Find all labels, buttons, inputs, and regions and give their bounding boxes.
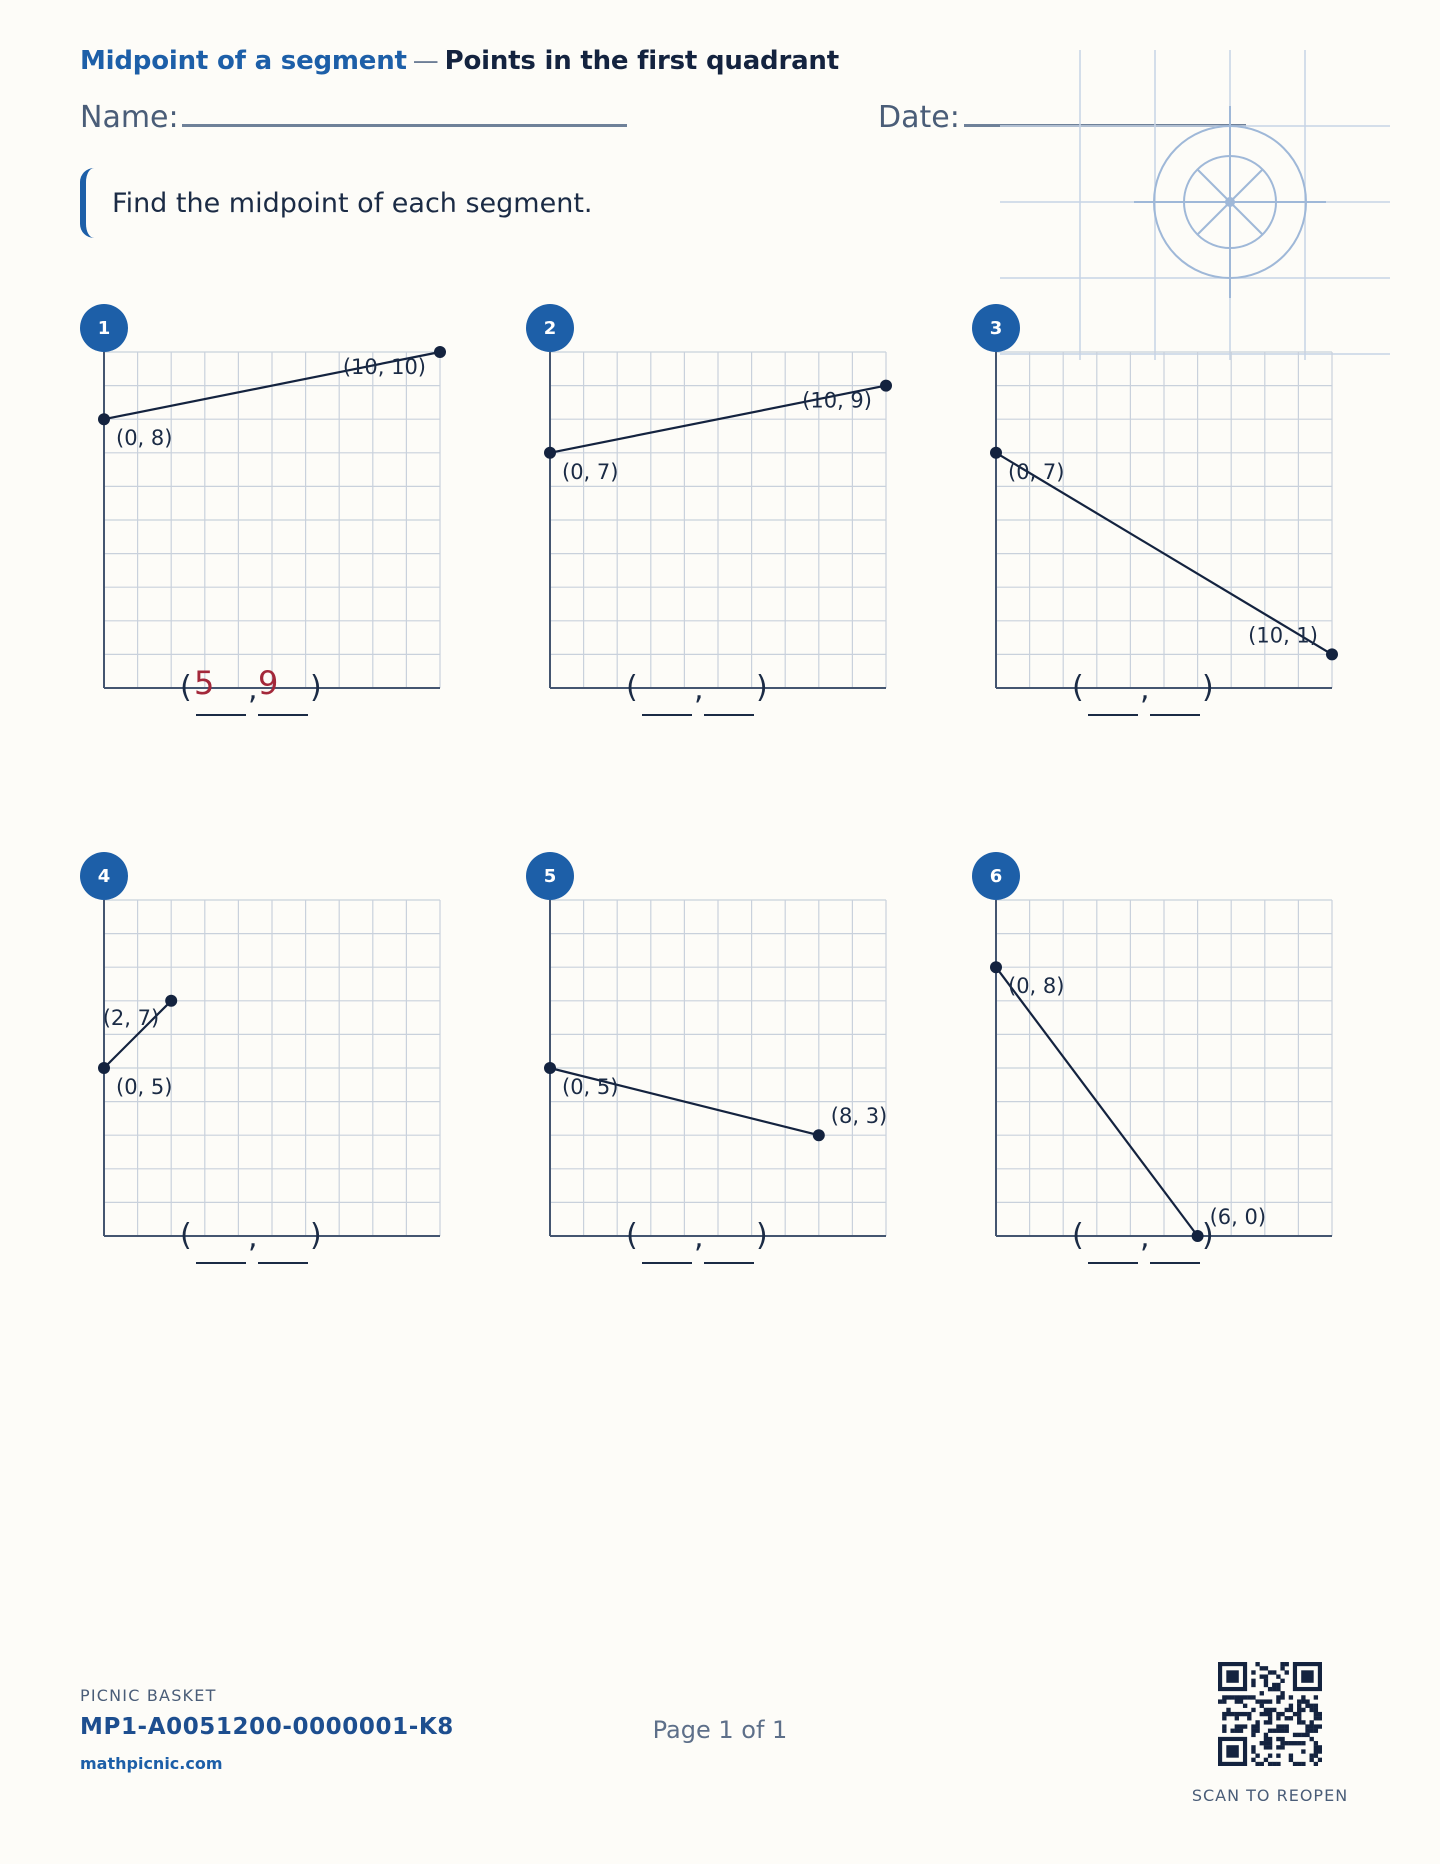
qr-module [1310, 1720, 1314, 1724]
qr-module [1280, 1737, 1284, 1741]
site-link[interactable]: mathpicnic.com [80, 1754, 223, 1773]
qr-module [1264, 1712, 1268, 1716]
qr-module [1255, 1720, 1259, 1724]
answer-y-blank[interactable] [704, 714, 754, 716]
qr-module [1251, 1758, 1255, 1762]
qr-module [1276, 1729, 1280, 1733]
answer-close-paren: ) [310, 1218, 322, 1253]
date-label: Date: [878, 100, 960, 135]
qr-module [1314, 1708, 1318, 1712]
qr-finder [1226, 1745, 1238, 1757]
qr-module [1293, 1762, 1297, 1766]
qr-module [1235, 1699, 1239, 1703]
answer-open-paren: ( [180, 670, 192, 705]
qr-module [1301, 1741, 1305, 1745]
qr-module [1226, 1712, 1230, 1716]
qr-module [1301, 1749, 1305, 1753]
answer-field[interactable] [180, 664, 480, 720]
qr-module [1243, 1712, 1247, 1716]
qr-module [1301, 1695, 1305, 1699]
endpoint-1 [98, 1062, 110, 1074]
qr-module [1285, 1729, 1289, 1733]
qr-module [1230, 1729, 1234, 1733]
qr-module [1280, 1712, 1284, 1716]
instructions-callout [80, 168, 593, 238]
qr-module [1280, 1745, 1284, 1749]
qr-module [1235, 1716, 1239, 1720]
qr-module [1268, 1716, 1272, 1720]
endpoint-1 [98, 413, 110, 425]
qr-module [1264, 1674, 1268, 1678]
endpoint-label-2: (2, 7) [102, 1005, 160, 1030]
qr-module [1297, 1720, 1301, 1724]
qr-module [1310, 1737, 1314, 1741]
problem-3 [972, 304, 1372, 744]
answer-x-blank[interactable] [196, 1262, 246, 1264]
qr-module [1310, 1704, 1314, 1708]
qr-module [1301, 1699, 1305, 1703]
qr-module [1305, 1724, 1309, 1728]
qr-module [1268, 1754, 1272, 1758]
problem-1 [80, 304, 480, 744]
qr-module [1226, 1695, 1230, 1699]
answer-open-paren: ( [626, 670, 638, 705]
qr-module [1289, 1704, 1293, 1708]
qr-module [1276, 1716, 1280, 1720]
endpoint-2 [813, 1129, 825, 1141]
qr-module [1264, 1733, 1268, 1737]
endpoint-label-1: (0, 8) [1008, 974, 1065, 999]
endpoint-label-1: (0, 5) [116, 1075, 173, 1099]
qr-module [1297, 1716, 1301, 1720]
answer-field[interactable] [626, 670, 926, 720]
answer-y-blank[interactable] [258, 1262, 308, 1264]
qr-module [1289, 1716, 1293, 1720]
answer-field[interactable] [1072, 670, 1372, 720]
answer-close-paren: ) [1202, 1218, 1214, 1253]
answer-field[interactable] [626, 1218, 926, 1268]
answer-y-blank[interactable] [258, 714, 308, 716]
qr-module [1247, 1695, 1251, 1699]
answer-x-blank[interactable] [196, 714, 246, 716]
qr-module [1301, 1762, 1305, 1766]
qr-module [1280, 1724, 1284, 1728]
qr-module [1268, 1670, 1272, 1674]
answer-comma: , [248, 1220, 258, 1255]
qr-module [1276, 1687, 1280, 1691]
qr-module [1301, 1733, 1305, 1737]
qr-module [1314, 1749, 1318, 1753]
qr-module [1280, 1662, 1284, 1666]
problem-number-badge: 6 [972, 852, 1020, 900]
answer-field[interactable] [1072, 1218, 1372, 1268]
problem-5 [526, 852, 926, 1292]
problem-number-badge: 4 [80, 852, 128, 900]
qr-module [1235, 1712, 1239, 1716]
qr-module [1268, 1720, 1272, 1724]
qr-module [1255, 1729, 1259, 1733]
qr-module [1260, 1704, 1264, 1708]
qr-module [1297, 1762, 1301, 1766]
qr-module [1276, 1754, 1280, 1758]
qr-module [1251, 1708, 1255, 1712]
answer-open-paren: ( [180, 1218, 192, 1253]
qr-module [1318, 1749, 1322, 1753]
qr-module [1251, 1749, 1255, 1753]
qr-module [1251, 1724, 1255, 1728]
qr-finder [1226, 1670, 1238, 1682]
answer-open-paren: ( [1072, 1218, 1084, 1253]
qr-module [1264, 1741, 1268, 1745]
qr-finder [1301, 1670, 1313, 1682]
qr-module [1285, 1716, 1289, 1720]
qr-module [1239, 1724, 1243, 1728]
qr-module [1297, 1704, 1301, 1708]
qr-module [1280, 1729, 1284, 1733]
qr-module [1251, 1695, 1255, 1699]
qr-module [1285, 1724, 1289, 1728]
qr-module [1314, 1712, 1318, 1716]
qr-module [1310, 1754, 1314, 1758]
qr-module [1218, 1699, 1222, 1703]
qr-module [1251, 1679, 1255, 1683]
qr-module [1314, 1741, 1318, 1745]
qr-module [1260, 1762, 1264, 1766]
problem-number-badge: 1 [80, 304, 128, 352]
qr-module [1255, 1699, 1259, 1703]
qr-module [1314, 1729, 1318, 1733]
qr-module [1305, 1729, 1309, 1733]
brand-name: PICNIC BASKET [80, 1686, 217, 1705]
answer-close-paren: ) [310, 670, 322, 705]
qr-module [1276, 1712, 1280, 1716]
qr-module [1247, 1716, 1251, 1720]
qr-module [1280, 1679, 1284, 1683]
qr-module [1276, 1699, 1280, 1703]
endpoint-2 [1326, 648, 1338, 660]
endpoint-label-1: (0, 8) [116, 426, 173, 451]
qr-module [1268, 1741, 1272, 1745]
qr-module [1305, 1699, 1309, 1703]
qr-module [1222, 1716, 1226, 1720]
endpoint-1 [544, 1062, 556, 1074]
qr-module [1293, 1712, 1297, 1716]
qr-module [1285, 1708, 1289, 1712]
endpoint-2 [880, 380, 892, 392]
title-separator: — [412, 46, 439, 76]
qr-module [1264, 1758, 1268, 1762]
qr-module [1239, 1712, 1243, 1716]
qr-module [1239, 1699, 1243, 1703]
qr-module [1251, 1670, 1255, 1674]
problem-2 [526, 304, 926, 744]
qr-module [1276, 1762, 1280, 1766]
qr-module [1226, 1708, 1230, 1712]
answer-y-blank[interactable] [1150, 714, 1200, 716]
qr-module [1268, 1745, 1272, 1749]
worksheet-code: MP1-A0051200-0000001-K8 [80, 1714, 454, 1740]
problem-number-badge: 3 [972, 304, 1020, 352]
qr-module [1268, 1699, 1272, 1703]
endpoint-1 [990, 447, 1002, 459]
qr-module [1318, 1745, 1322, 1749]
qr-module [1239, 1729, 1243, 1733]
endpoint-label-2: (10, 10) [342, 355, 426, 379]
answer-close-paren: ) [1202, 670, 1214, 705]
qr-module [1318, 1758, 1322, 1762]
answer-y-value: 9 [258, 664, 279, 702]
answer-comma: , [1140, 672, 1150, 707]
qr-module [1305, 1733, 1309, 1737]
qr-module [1276, 1724, 1280, 1728]
qr-module [1222, 1695, 1226, 1699]
endpoint-label-1: (0, 7) [1008, 459, 1065, 484]
qr-module [1243, 1695, 1247, 1699]
qr-module [1305, 1704, 1309, 1708]
answer-y-blank[interactable] [1150, 1262, 1200, 1264]
qr-module [1230, 1712, 1234, 1716]
qr-module [1285, 1741, 1289, 1745]
answer-comma: , [1140, 1220, 1150, 1255]
endpoint-label-2: (8, 3) [830, 1104, 888, 1129]
qr-module [1310, 1729, 1314, 1733]
answer-open-paren: ( [626, 1218, 638, 1253]
qr-module [1280, 1695, 1284, 1699]
title-subtopic: Points in the first quadrant [444, 46, 839, 76]
qr-module [1235, 1695, 1239, 1699]
qr-module [1280, 1666, 1284, 1670]
qr-module [1255, 1754, 1259, 1758]
qr-module [1276, 1683, 1280, 1687]
answer-close-paren: ) [756, 670, 768, 705]
qr-module [1314, 1762, 1318, 1766]
qr-module [1260, 1712, 1264, 1716]
qr-module [1318, 1724, 1322, 1728]
qr-module [1264, 1708, 1268, 1712]
endpoint-label-2: (10, 9) [802, 388, 872, 413]
qr-module [1289, 1741, 1293, 1745]
qr-module [1255, 1724, 1259, 1728]
endpoint-1 [990, 961, 1002, 973]
qr-module [1235, 1729, 1239, 1733]
qr-module [1230, 1695, 1234, 1699]
qr-module [1272, 1670, 1276, 1674]
answer-comma: , [694, 672, 704, 707]
endpoint-label-1: (0, 5) [562, 1075, 619, 1099]
qr-module [1222, 1699, 1226, 1703]
qr-module [1243, 1724, 1247, 1728]
qr-module [1260, 1666, 1264, 1670]
qr-module [1268, 1762, 1272, 1766]
qr-module [1251, 1745, 1255, 1749]
qr-module [1255, 1662, 1259, 1666]
qr-module [1314, 1754, 1318, 1758]
instructions-text: Find the midpoint of each segment. [112, 187, 593, 219]
qr-module [1255, 1762, 1259, 1766]
answer-x-blank[interactable] [642, 1262, 692, 1264]
qr-module [1222, 1712, 1226, 1716]
answer-open-paren: ( [1072, 670, 1084, 705]
qr-module [1260, 1699, 1264, 1703]
qr-module [1268, 1708, 1272, 1712]
qr-module [1318, 1712, 1322, 1716]
answer-field[interactable] [180, 1218, 480, 1268]
qr-module [1260, 1741, 1264, 1745]
answer-x-blank[interactable] [1088, 714, 1138, 716]
qr-module [1264, 1666, 1268, 1670]
qr-module [1272, 1762, 1276, 1766]
qr-module [1264, 1745, 1268, 1749]
endpoint-2 [434, 346, 446, 358]
qr-module [1314, 1704, 1318, 1708]
qr-module [1264, 1699, 1268, 1703]
qr-module [1314, 1745, 1318, 1749]
qr-module [1251, 1729, 1255, 1733]
endpoint-2 [165, 995, 177, 1007]
qr-module [1289, 1695, 1293, 1699]
qr-module [1289, 1758, 1293, 1762]
qr-module [1280, 1691, 1284, 1695]
problem-number-badge: 2 [526, 304, 574, 352]
qr-module [1239, 1695, 1243, 1699]
qr-module [1276, 1695, 1280, 1699]
qr-module [1276, 1737, 1280, 1741]
qr-module [1247, 1712, 1251, 1716]
qr-module [1301, 1708, 1305, 1712]
answer-comma: , [248, 672, 258, 707]
qr-module [1310, 1708, 1314, 1712]
qr-module [1235, 1724, 1239, 1728]
qr-module [1222, 1729, 1226, 1733]
qr-module [1260, 1691, 1264, 1695]
qr-module [1285, 1662, 1289, 1666]
answer-close-paren: ) [756, 1218, 768, 1253]
endpoint-1 [544, 447, 556, 459]
qr-module [1272, 1729, 1276, 1733]
answer-y-blank[interactable] [704, 1262, 754, 1264]
qr-module [1297, 1708, 1301, 1712]
qr-module [1314, 1716, 1318, 1720]
qr-module [1222, 1724, 1226, 1728]
worksheet-title [80, 46, 839, 76]
qr-module [1314, 1724, 1318, 1728]
qr-module [1276, 1745, 1280, 1749]
qr-module [1268, 1729, 1272, 1733]
qr-module [1264, 1720, 1268, 1724]
qr-module [1289, 1754, 1293, 1758]
qr-code-icon[interactable] [1218, 1662, 1322, 1766]
qr-module [1272, 1687, 1276, 1691]
qr-module [1293, 1733, 1297, 1737]
qr-module [1251, 1733, 1255, 1737]
qr-module [1272, 1708, 1276, 1712]
qr-module [1310, 1758, 1314, 1762]
qr-module [1289, 1708, 1293, 1712]
name-label: Name: [80, 100, 179, 135]
qr-module [1285, 1670, 1289, 1674]
qr-module [1268, 1687, 1272, 1691]
answer-comma: , [694, 1220, 704, 1255]
qr-module [1314, 1695, 1318, 1699]
qr-module [1243, 1704, 1247, 1708]
qr-module [1293, 1741, 1297, 1745]
qr-module [1264, 1737, 1268, 1741]
qr-module [1297, 1733, 1301, 1737]
endpoint-label-2: (6, 0) [1209, 1205, 1267, 1229]
qr-module [1297, 1712, 1301, 1716]
problem-6 [972, 852, 1372, 1292]
qr-module [1276, 1674, 1280, 1678]
answer-x-blank[interactable] [1088, 1262, 1138, 1264]
answer-x-blank[interactable] [642, 714, 692, 716]
qr-module [1268, 1712, 1272, 1716]
qr-label: SCAN TO REOPEN [1191, 1786, 1349, 1805]
problem-number-badge: 5 [526, 852, 574, 900]
qr-module [1272, 1683, 1276, 1687]
qr-module [1297, 1741, 1301, 1745]
qr-module [1251, 1683, 1255, 1687]
title-topic: Midpoint of a segment [80, 46, 407, 76]
qr-module [1264, 1683, 1268, 1687]
page-number: Page 1 of 1 [652, 1716, 788, 1744]
name-field[interactable] [182, 124, 627, 127]
qr-module [1301, 1720, 1305, 1724]
qr-module [1297, 1699, 1301, 1703]
endpoint-label-1: (0, 7) [562, 459, 619, 484]
qr-module [1268, 1737, 1272, 1741]
qr-module [1318, 1716, 1322, 1720]
qr-module [1260, 1674, 1264, 1678]
answer-x-value: 5 [194, 664, 215, 702]
qr-module [1264, 1679, 1268, 1683]
qr-module [1310, 1724, 1314, 1728]
qr-module [1280, 1741, 1284, 1745]
endpoint-label-2: (10, 1) [1248, 623, 1318, 648]
problem-4 [80, 852, 480, 1292]
